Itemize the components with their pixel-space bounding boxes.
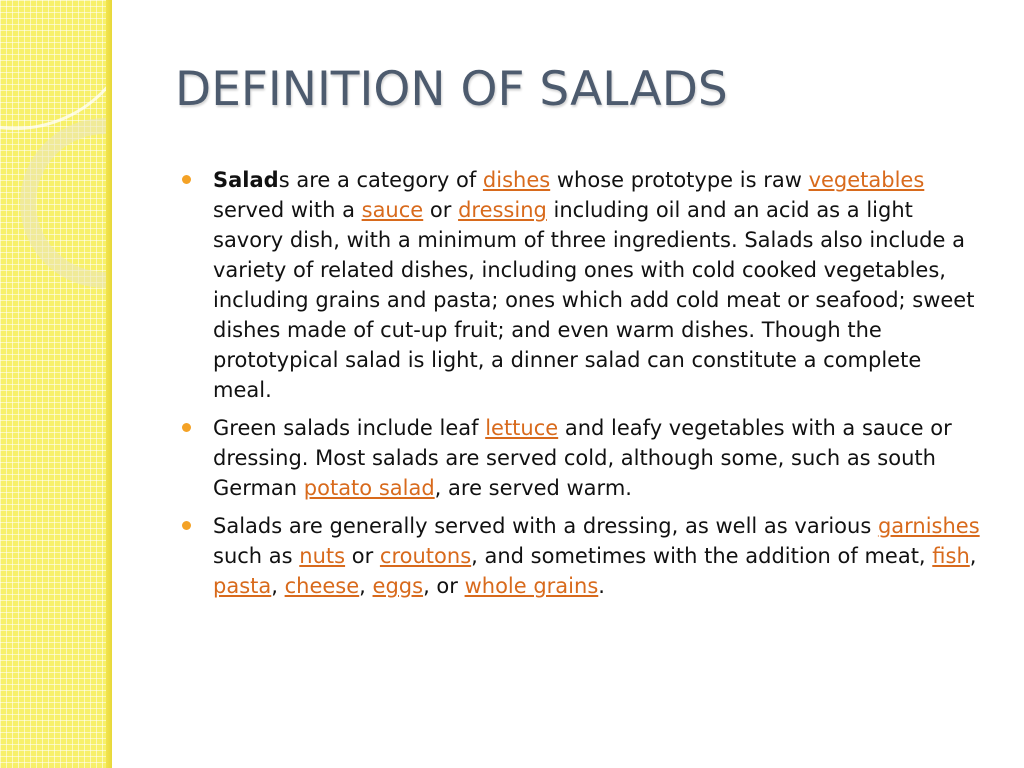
bold-text: Salad	[213, 168, 279, 192]
decorative-ring	[20, 118, 112, 288]
bullet-text: Green salads include leaf	[213, 416, 486, 440]
bullet-text: s are a category of	[278, 168, 483, 192]
bullet-item	[182, 413, 982, 503]
link-eggs[interactable]: eggs	[372, 574, 424, 598]
bullet-text: ,	[271, 574, 285, 598]
bullet-item	[182, 511, 982, 601]
link-dishes[interactable]: dishes	[482, 168, 551, 192]
bullet-dot-icon	[182, 175, 191, 184]
link-dressing[interactable]: dressing	[458, 198, 547, 222]
slide-title: DEFINITION OF SALADS	[175, 62, 728, 117]
bullet-text: , and sometimes with the addition of meat,	[471, 544, 933, 568]
bullet-text: or	[345, 544, 380, 568]
bullet-list	[182, 165, 982, 601]
bullet-text: ,	[359, 574, 373, 598]
link-fish[interactable]: fish	[932, 544, 970, 568]
slide-body	[182, 165, 982, 609]
bullet-text: and leafy vegetables with a sauce or dressing. Most salads are served cold, although some, such as south German	[213, 416, 952, 500]
link-potato-salad[interactable]: potato salad	[303, 476, 435, 500]
bullet-text: served with a	[213, 198, 362, 222]
link-nuts[interactable]: nuts	[299, 544, 346, 568]
link-whole-grains[interactable]: whole grains	[464, 574, 599, 598]
link-cheese[interactable]: cheese	[284, 574, 360, 598]
bullet-text: , are served warm.	[434, 476, 632, 500]
bullet-dot-icon	[182, 423, 191, 432]
link-vegetables[interactable]: vegetables	[808, 168, 925, 192]
link-garnishes[interactable]: garnishes	[877, 514, 980, 538]
decorative-side-band	[0, 0, 112, 768]
bullet-text: including oil and an acid as a light savory dish, with a minimum of three ingredients. Salads also include a variety of related dishes, including ones with cold cooked vegetables, including grains and pasta; ones which add cold meat or seafood; sweet dishes made of cut-up fruit; and even warm dishes. Though the prototypical salad is light, a dinner salad can constitute a complete meal.	[213, 198, 975, 402]
link-croutons[interactable]: croutons	[379, 544, 472, 568]
bullet-text: Salads are generally served with a dressing, as well as various	[213, 514, 878, 538]
link-lettuce[interactable]: lettuce	[485, 416, 559, 440]
bullet-text: , or	[423, 574, 465, 598]
link-pasta[interactable]: pasta	[213, 574, 272, 598]
bullet-text: .	[598, 574, 605, 598]
bullet-text: or	[423, 198, 459, 222]
decorative-arc	[0, 0, 112, 130]
bullet-text: whose prototype is raw	[550, 168, 809, 192]
bullet-text: ,	[969, 544, 977, 568]
bullet-dot-icon	[182, 521, 191, 530]
bullet-item	[182, 165, 982, 405]
bullet-text: such as	[213, 544, 300, 568]
link-sauce[interactable]: sauce	[361, 198, 424, 222]
side-band-edge	[106, 0, 112, 768]
